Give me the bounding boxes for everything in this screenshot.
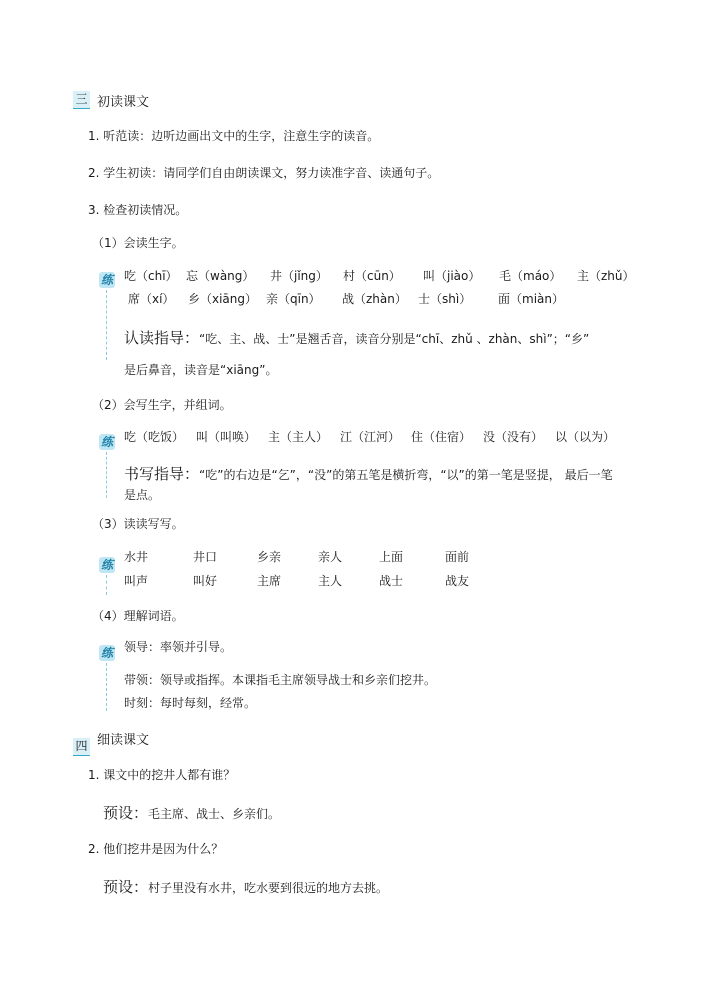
answer-text: 毛主席、战士、乡亲们。 <box>148 807 281 821</box>
answer-paragraph <box>103 876 388 897</box>
answer-paragraph <box>103 802 280 823</box>
definition-item: 带领：领导或指挥。本课指毛主席领导战士和乡亲们挖井。 <box>124 673 437 687</box>
guide-text: 是后鼻音，读音是“xiāng”。 <box>124 363 278 377</box>
guide-paragraph <box>124 463 613 484</box>
word-item: 上面 <box>379 550 404 564</box>
word-item: 叫好 <box>193 574 218 588</box>
section-title: 初读课文 <box>97 95 150 110</box>
word-item: 没（没有） <box>483 430 544 444</box>
char-pinyin: 毛（máo） <box>499 269 562 283</box>
char-pinyin: 士（shì） <box>418 292 472 306</box>
guide-label: 认读指导： <box>124 329 200 347</box>
practice-icon: 练 <box>100 273 113 287</box>
word-item: 主人 <box>318 574 343 588</box>
divider <box>106 575 107 595</box>
definition-item: 领导：率领并引导。 <box>124 640 233 654</box>
section-title: 细读课文 <box>97 733 150 748</box>
answer-label: 预设： <box>103 878 149 896</box>
answer-label: 预设： <box>103 804 149 822</box>
word-item: 乡亲 <box>257 550 282 564</box>
question-item: 2. 他们挖井是因为什么？ <box>88 842 224 856</box>
guide-text: “吃”的右边是“乞”，“没”的第五笔是横折弯，“以”的第一笔是竖提， 最后一笔 <box>199 468 613 482</box>
divider <box>106 452 107 498</box>
word-item: 井口 <box>193 550 218 564</box>
list-item: 3. 检查初读情况。 <box>88 203 188 217</box>
subsection-title: （2）会写生字，并组词。 <box>92 398 232 412</box>
word-item: 吃（吃饭） <box>124 430 185 444</box>
char-pinyin: 吃（chī） <box>124 269 178 283</box>
char-pinyin: 战（zhàn） <box>342 292 407 306</box>
word-item: 叫声 <box>124 574 149 588</box>
guide-label: 书写指导： <box>124 465 200 483</box>
word-item: 战友 <box>445 574 470 588</box>
divider <box>106 290 107 360</box>
char-pinyin: 主（zhǔ） <box>577 269 635 283</box>
guide-paragraph <box>124 327 589 348</box>
guide-text: 是点。 <box>124 488 161 502</box>
word-item: 战士 <box>379 574 404 588</box>
word-item: 亲人 <box>318 550 343 564</box>
word-item: 江（江河） <box>340 430 401 444</box>
practice-icon: 练 <box>100 646 113 660</box>
word-item: 面前 <box>445 550 470 564</box>
subsection-title: （1）会读生字。 <box>92 236 184 250</box>
char-pinyin: 席（xí） <box>128 292 175 306</box>
guide-text: “吃、主、战、士”是翘舌音，读音分别是“chī、zhǔ 、zhàn、shì”；“乡” <box>199 332 590 346</box>
word-item: 住（住宿） <box>411 430 472 444</box>
char-pinyin: 忘（wàng） <box>186 269 255 283</box>
list-item: 1. 听范读：边听边画出文中的生字，注意生字的读音。 <box>88 129 380 143</box>
word-item: 主席 <box>257 574 282 588</box>
question-item: 1. 课文中的挖井人都有谁？ <box>88 768 236 782</box>
subsection-title: （4）理解词语。 <box>92 609 184 623</box>
char-pinyin: 井（jǐng） <box>270 269 328 283</box>
char-pinyin: 亲（qīn） <box>266 292 321 306</box>
word-item: 主（主人） <box>268 430 329 444</box>
word-item: 叫（叫唤） <box>196 430 257 444</box>
char-pinyin: 叫（jiào） <box>423 269 481 283</box>
definition-item: 时刻：每时每刻，经常。 <box>124 696 257 710</box>
answer-text: 村子里没有水井，吃水要到很远的地方去挑。 <box>148 881 389 895</box>
section-number-badge: 四 <box>73 738 90 756</box>
list-item: 2. 学生初读：请同学们自由朗读课文，努力读准字音、读通句子。 <box>88 166 440 180</box>
char-pinyin: 面（miàn） <box>498 292 564 306</box>
word-item: 以（以为） <box>555 430 616 444</box>
char-pinyin: 乡（xiāng） <box>188 292 258 306</box>
char-pinyin: 村（cūn） <box>343 269 401 283</box>
word-item: 水井 <box>124 550 149 564</box>
section-number-badge: 三 <box>73 91 90 109</box>
divider <box>106 663 107 711</box>
practice-icon: 练 <box>100 435 113 449</box>
practice-icon: 练 <box>100 558 113 572</box>
subsection-title: （3）读读写写。 <box>92 517 184 531</box>
